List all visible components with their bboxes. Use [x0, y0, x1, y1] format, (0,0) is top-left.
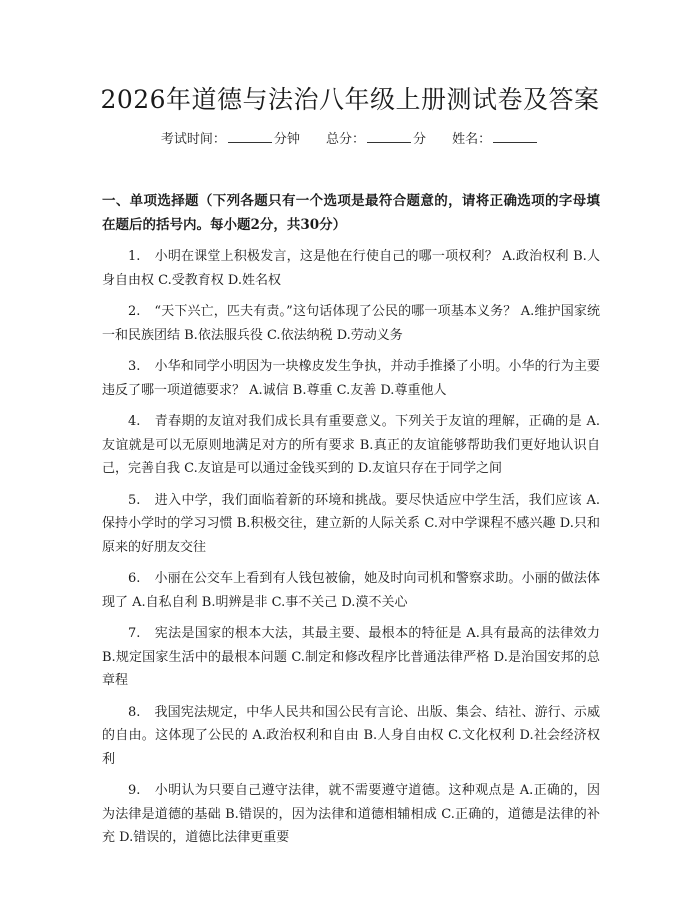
question-text: 小明在课堂上积极发言，这是他在行使自己的哪一项权利？ A.政治权利 B.人身自由权 C.受教育权 D.姓名权 — [102, 249, 600, 288]
question-item — [102, 300, 600, 347]
question-text: 我国宪法规定，中华人民共和国公民有言论、出版、集会、结社、游行、示威的自由。这体现了公民的 A.政治权利和自由 B.人身自由权 C.文化权利 D.社会经济权利 — [102, 704, 600, 767]
page-title: 2026年道德与法治八年级上册测试卷及答案 — [100, 85, 600, 114]
total-score-unit: 分 — [413, 132, 427, 147]
question-item — [102, 355, 600, 402]
total-score-label: 总分： — [325, 132, 365, 147]
exam-time-field — [161, 132, 300, 147]
question-text: 青春期的友谊对我们成长具有重要意义。下列关于友谊的理解，正确的是 A.友谊就是可以无原则地满足对方的所有要求 B.真正的友谊能够帮助我们更好地认识自己，完善自我 C.友谊是可以通过金钱买到的 D.友谊只存在于同学之间 — [102, 414, 600, 476]
question-item — [102, 779, 600, 850]
question-text: 宪法是国家的根本大法，其最主要、最根本的特征是 A.具有最高的法律效力 B.规定国家生活中的最根本问题 C.制定和修改程序比普通法律严格 D.是治国安邦的总章程 — [102, 626, 600, 688]
question-list — [102, 245, 600, 858]
exam-time-blank[interactable] — [228, 131, 272, 143]
exam-meta-line — [0, 131, 700, 149]
question-number: 3. — [128, 359, 141, 374]
question-text: 小丽在公交车上看到有人钱包被偷，她及时向司机和警察求助。小丽的做法体现了 A.自私自利 B.明辨是非 C.事不关己 D.漠不关心 — [102, 571, 600, 610]
question-item — [102, 245, 600, 292]
question-number: 4. — [128, 414, 141, 429]
total-score-blank[interactable] — [367, 131, 411, 143]
question-text: “天下兴亡，匹夫有责。”这句话体现了公民的哪一项基本义务？ A.维护国家统一和民族团结 B.依法服兵役 C.依法纳税 D.劳动义务 — [102, 304, 600, 343]
question-item — [102, 622, 600, 693]
question-text: 进入中学，我们面临着新的环境和挑战。要尽快适应中学生活，我们应该 A.保持小学时的学习习惯 B.积极交往，建立新的人际关系 C.对中学课程不感兴趣 D.只和原来的好朋友交往 — [102, 492, 600, 555]
question-item — [102, 489, 600, 560]
question-text: 小明认为只要自己遵守法律，就不需要遵守道德。这种观点是 A.正确的，因为法律是道德的基础 B.错误的，因为法律和道德相辅相成 C.正确的，道德是法律的补充 D.错误的，道德比法律更重要 — [102, 783, 600, 845]
student-name-label: 姓名： — [452, 132, 492, 147]
exam-time-label: 考试时间： — [160, 132, 226, 147]
student-name-blank[interactable] — [493, 131, 537, 143]
question-number: 5. — [128, 492, 141, 508]
question-item — [102, 410, 600, 481]
exam-time-unit: 分钟 — [273, 132, 300, 147]
question-text: 小华和同学小明因为一块橡皮发生争执，并动手推搡了小明。小华的行为主要违反了哪一项道德要求？ A.诚信 B.尊重 C.友善 D.尊重他人 — [102, 359, 600, 398]
question-number: 9. — [128, 783, 141, 798]
student-name-field — [452, 132, 539, 147]
question-number: 6. — [128, 571, 141, 586]
question-item — [102, 701, 600, 772]
question-number: 7. — [128, 626, 141, 641]
section-heading: 一、单项选择题（下列各题只有一个选项是最符合题意的，请将正确选项的字母填在题后的括号内。每小题2分，共30分） — [102, 193, 600, 233]
question-item — [102, 567, 600, 614]
question-number: 8. — [128, 704, 141, 720]
question-number: 1. — [128, 249, 141, 264]
total-score-field — [326, 132, 426, 147]
question-number: 2. — [128, 304, 141, 319]
